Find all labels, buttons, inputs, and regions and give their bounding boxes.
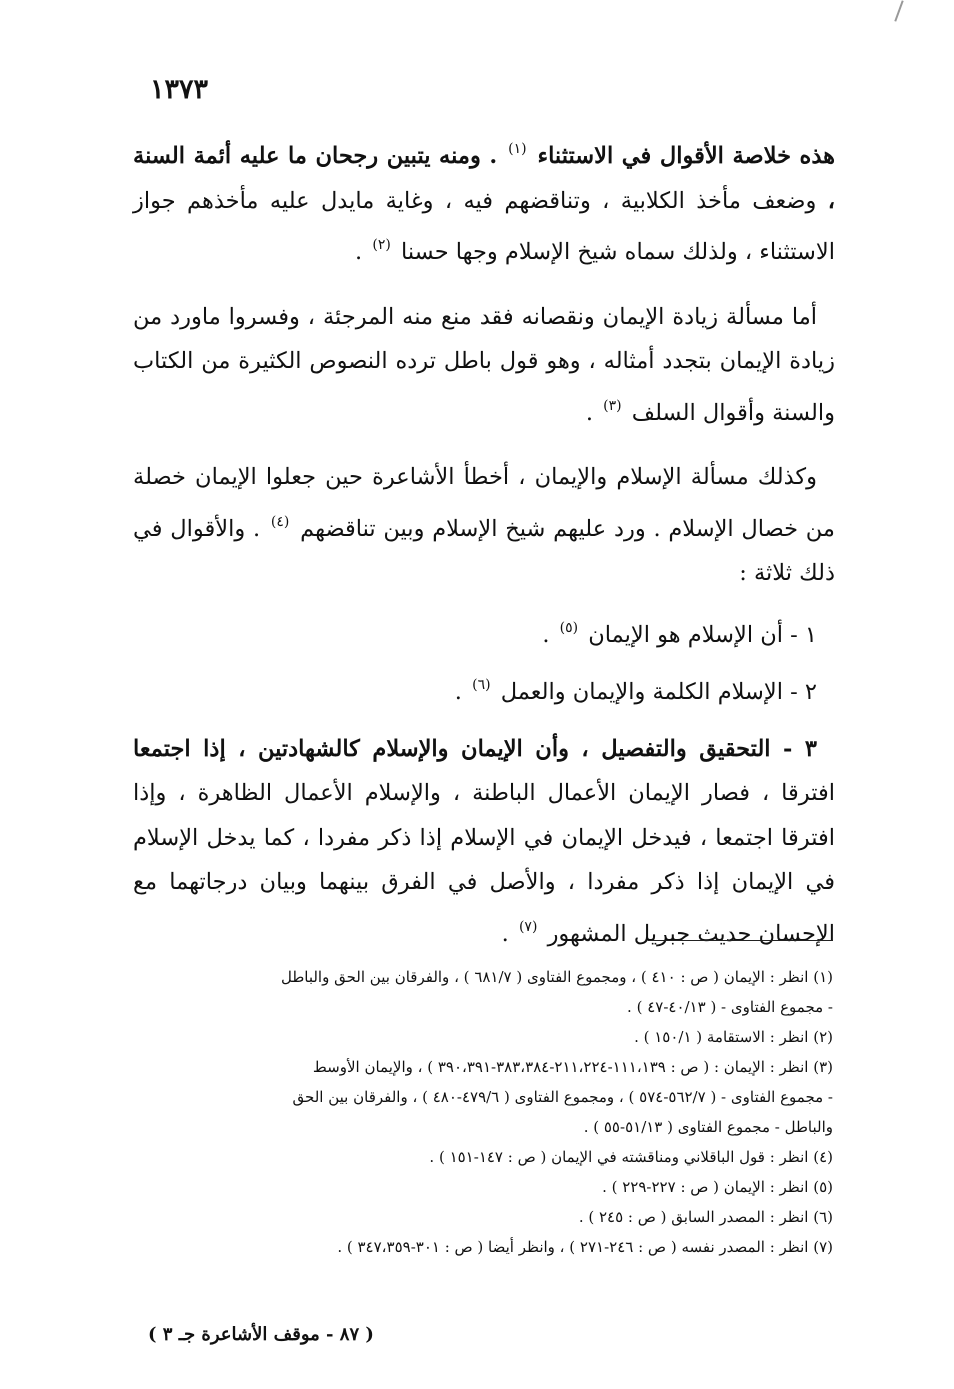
paragraph-1	[133, 127, 835, 275]
main-text	[133, 127, 835, 976]
footnote-5: (٥) انظر : الإيمان ( ص : ٢٢٧-٢٢٩ ) .	[602, 1178, 833, 1196]
paragraph-lead: هذه خلاصة الأقوال في الاستثناء	[537, 143, 836, 169]
footnote-3-cont: - مجموع الفتاوى - ( ٥٦٢/٧-٥٧٤ ) ، ومجموع الفتاوى ( ٤٧٩/٦-٤٨٠ ) ، والفرقان بين الحق	[292, 1088, 833, 1106]
footnote-ref-6[interactable]: (٦)	[472, 677, 491, 693]
paragraph-text: أما مسألة زيادة الإيمان ونقصانه فقد منع منه المرجئة ، وفسروا ماورد من زيادة الإيمان بتجدد أمثاله ، وهو قول باطل ترده النصوص الكثيرة من الكتاب والسنة وأقوال السلف	[133, 303, 835, 426]
paragraph-text: . ومنه يتبين رجحان ما عليه أئمة السنة ،	[133, 143, 835, 214]
list-item-2	[133, 663, 835, 715]
footnote-6: (٦) انظر : المصدر السابق ( ص : ٢٤٥ ) .	[578, 1208, 833, 1226]
paragraph-4	[133, 727, 835, 957]
list-item-end: .	[454, 679, 462, 705]
paragraph-end: .	[355, 239, 363, 265]
page-number: ١٣٧٣	[150, 74, 209, 105]
list-item-text: ٢ - الإسلام الكلمة والإيمان والعمل	[500, 679, 817, 705]
footnote-divider	[648, 940, 833, 941]
paragraph-text: وضعف مأخذ الكلابية ، وتناقضهم فيه ، وغاية مايدل عليه مأخذهم جواز الاستثناء ، ولذلك سماه شيخ الإسلام وجها حسنا	[133, 187, 835, 265]
paragraph-text: افترقا ، فصار الإيمان الأعمال الباطنة ، والإسلام الأعمال الظاهرة ، وإذا افترقا اجتمعا ، فيدخل الإيمان في الإسلام إذا ذكر مفردا ، كما يدخل الإسلام في الإيمان إذا ذكر مفردا ، والأصل في الفرق بينهما وبيان درجاتهما مع الإحسان حديث جبريل المشهور	[133, 780, 835, 947]
footnote-ref-5[interactable]: (٥)	[559, 619, 579, 636]
footnote-ref-1[interactable]: (١)	[508, 141, 527, 157]
paragraph-text: وكذلك مسألة الإسلام والإيمان ، أخطأ الأشاعرة حين جعلوا الإيمان خصلة من خصال الإسلام . ورد عليهم شيخ الإسلام وبين تناقضهم	[133, 464, 835, 542]
list-item-3-heading: ٣ - التحقيق والتفصيل ، وأن الإيمان والإسلام كالشهادتين ، إذا اجتمعا	[133, 735, 817, 762]
paragraph-text: . والأقوال في ذلك ثلاثة :	[133, 515, 835, 586]
footnote-1: (١) انظر : الإيمان ( ص : ٤١٠ ) ، ومجموع الفتاوى ( ٦٨١/٧ ) ، والفرقان بين الحق والباطل	[280, 968, 833, 986]
paragraph-end: .	[585, 399, 593, 426]
footnote-3: (٣) انظر : الإيمان : ( ص : ١١١،١٣٩-٢١١،٢٢٤-٣٨٣،٣٨٤-٣٩٠،٣٩١ ) ، والإيمان الأوسط	[312, 1058, 833, 1076]
footnote-7: (٧) انظر : المصدر نفسه ( ص : ٢٤٦-٢٧١ ) ، وانظر أيضا ( ص : ٣٠١-٣٤٧،٣٥٩ ) .	[337, 1238, 833, 1256]
footnote-ref-4[interactable]: (٤)	[270, 513, 290, 530]
footnote-ref-2[interactable]: (٢)	[372, 237, 391, 253]
running-footer: ( ٨٧ - موقف الأشاعرة جـ ٣ )	[148, 1324, 374, 1345]
footnote-4: (٤) انظر : قول الباقلاني ومناقشته في الإيمان ( ص : ١٤٧-١٥١ ) .	[429, 1148, 833, 1166]
footnote-ref-3[interactable]: (٣)	[603, 397, 622, 414]
footnote-1-cont: - مجموع الفتاوى - ( ٤٠/١٣-٤٧ ) .	[627, 998, 833, 1016]
paragraph-3	[133, 455, 835, 596]
footnote-3-cont-2: والباطل - مجموع الفتاوى ( ٥١/١٣-٥٥ ) .	[583, 1118, 833, 1136]
scan-mark	[894, 0, 903, 21]
footnote-2: (٢) انظر : الاستقامة ( ١٥٠/١ ) .	[634, 1028, 833, 1046]
paragraph-end: .	[501, 920, 509, 947]
paragraph-2	[133, 295, 835, 436]
footnote-ref-7[interactable]: (٧)	[518, 918, 538, 935]
list-item-1	[133, 606, 835, 658]
list-item-end: .	[542, 621, 550, 648]
footnotes	[140, 962, 833, 1262]
list-item-text: ١ - أن الإسلام هو الإيمان	[588, 621, 817, 648]
